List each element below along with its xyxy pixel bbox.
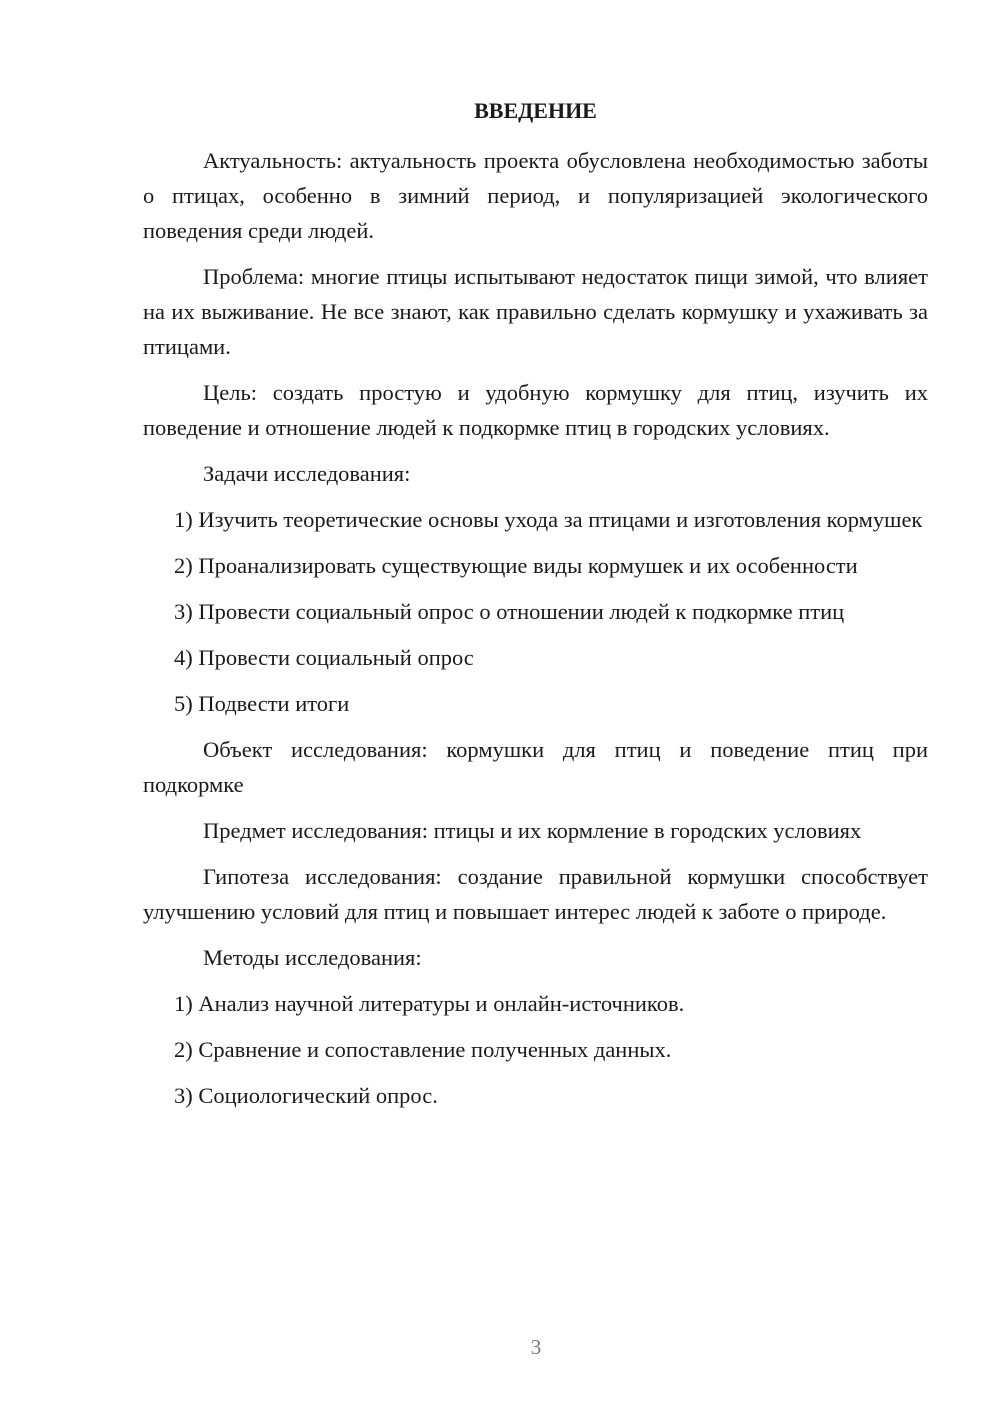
task-item-2: 2) Проанализировать существующие виды кормушек и их особенности [174, 553, 858, 578]
task-item-5: 5) Подвести итоги [174, 691, 350, 716]
task-item-3: 3) Провести социальный опрос о отношении людей к подкормке птиц [174, 599, 845, 624]
tasks-heading: Задачи исследования: [203, 461, 411, 486]
problem-paragraph: Проблема: многие птицы испытывают недостаток пищи зимой, что влияет на их выживание. Не все знают, как правильно сделать кормушку и ухаживать за птицами. [143, 264, 928, 359]
task-item-4: 4) Провести социальный опрос [174, 645, 474, 670]
method-item-3: 3) Социологический опрос. [174, 1083, 438, 1108]
page-number: 3 [530, 1335, 542, 1359]
relevance-paragraph: Актуальность: актуальность проекта обусловлена необходимостью заботы о птицах, особенно в зимний период, и популяризацией экологического поведения среди людей. [143, 148, 928, 243]
task-item-1: 1) Изучить теоретические основы ухода за птицами и изготовления кормушек [174, 507, 923, 532]
page-title: ВВЕДЕНИЕ [474, 98, 597, 123]
document-body [143, 143, 928, 1124]
hypothesis-paragraph: Гипотеза исследования: создание правильной кормушки способствует улучшению условий для птиц и повышает интерес людей к заботе о природе. [143, 864, 928, 924]
subject-paragraph: Предмет исследования: птицы и их кормление в городских условиях [203, 818, 862, 843]
object-paragraph: Объект исследования: кормушки для птиц и поведение птиц при подкормке [143, 737, 928, 797]
methods-heading: Методы исследования: [203, 945, 422, 970]
method-item-1: 1) Анализ научной литературы и онлайн-источников. [174, 991, 685, 1016]
goal-paragraph: Цель: создать простую и удобную кормушку для птиц, изучить их поведение и отношение людей к подкормке птиц в городских условиях. [143, 380, 928, 440]
method-item-2: 2) Сравнение и сопоставление полученных данных. [174, 1037, 672, 1062]
